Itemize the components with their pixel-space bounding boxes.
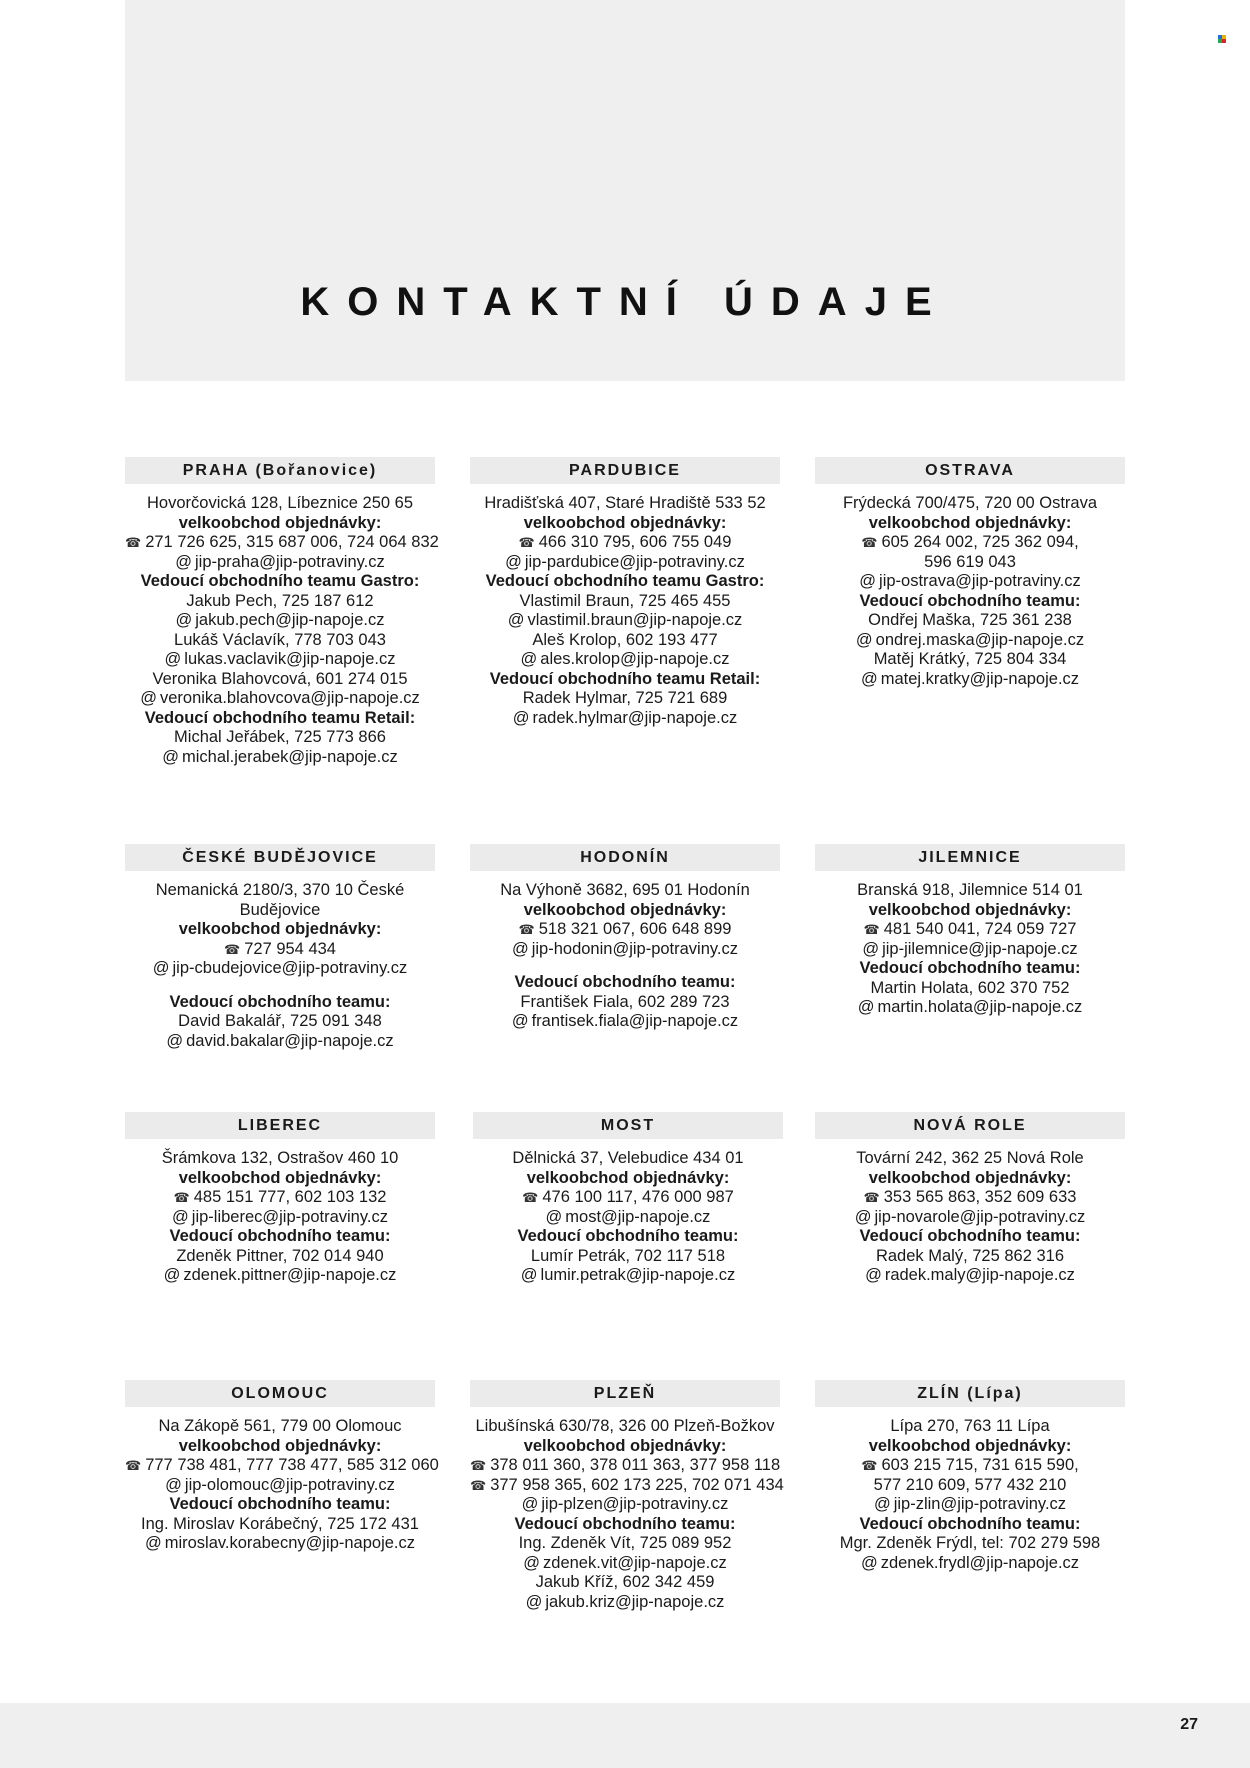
- spacer: [470, 959, 780, 973]
- phone-icon: ☎: [861, 1458, 878, 1473]
- line-text: 481 540 041, 724 059 727: [883, 920, 1077, 938]
- line-text: Frýdecká 700/475, 720 00 Ostrava: [842, 494, 1098, 512]
- line-text: 476 100 117, 476 000 987: [542, 1188, 734, 1206]
- section-label: [125, 1495, 435, 1515]
- line-text: Na Výhoně 3682, 695 01 Hodonín: [500, 881, 750, 899]
- line-text: Michal Jeřábek, 725 773 866: [174, 728, 386, 746]
- email-line: [815, 1495, 1125, 1515]
- section-label: [125, 1227, 435, 1247]
- line-text: Jakub Pech, 725 187 612: [186, 591, 374, 610]
- at-sign-icon: @: [512, 708, 530, 727]
- office-block: [470, 1380, 784, 1612]
- line-text: Vedoucí obchodního teamu:: [169, 1227, 391, 1245]
- line-text: Ing. Miroslav Korábečný, 725 172 431: [141, 1514, 419, 1533]
- line-text: Vedoucí obchodního teamu:: [859, 591, 1081, 610]
- section-label: [815, 592, 1125, 612]
- line-text: 596 619 043: [924, 552, 1016, 571]
- at-sign-icon: @: [523, 1553, 541, 1572]
- line-text: Vedoucí obchodního teamu:: [169, 1495, 391, 1513]
- at-sign-icon: @: [152, 959, 170, 977]
- email-line: [125, 553, 435, 573]
- line-text: Branská 918, Jilemnice 514 01: [857, 881, 1083, 899]
- at-sign-icon: @: [545, 1207, 563, 1226]
- brand-logo-icon: [1218, 35, 1227, 44]
- office-name: PLZEŇ: [470, 1380, 780, 1407]
- line-text: velkoobchod objednávky:: [178, 513, 382, 532]
- office-block: [815, 457, 1125, 689]
- contact-line: [125, 1149, 435, 1169]
- section-label: [815, 1169, 1125, 1189]
- line-text: 777 738 481, 777 738 477, 585 312 060: [145, 1456, 439, 1474]
- section-label: [815, 1227, 1125, 1247]
- email-line: [125, 689, 435, 709]
- email-line: [473, 1208, 783, 1228]
- email-line: [470, 650, 780, 670]
- email-line: [815, 998, 1125, 1018]
- phone-icon: ☎: [861, 535, 878, 550]
- contact-line: [125, 1515, 435, 1535]
- phone-icon: ☎: [470, 1477, 487, 1493]
- contact-line: [815, 1247, 1125, 1267]
- office-block: [125, 1112, 435, 1286]
- at-sign-icon: @: [163, 1266, 181, 1284]
- line-text[interactable]: lumir.petrak@jip-napoje.cz: [540, 1266, 736, 1284]
- page-title: KONTAKTNÍ ÚDAJE: [300, 280, 950, 324]
- at-sign-icon: @: [859, 572, 877, 590]
- line-text[interactable]: jip-jilemnice@jip-napoje.cz: [882, 939, 1078, 958]
- line-text: Ondřej Maška, 725 361 238: [868, 611, 1072, 629]
- line-text: Vedoucí obchodního teamu Retail:: [144, 708, 416, 727]
- at-sign-icon: @: [166, 1031, 184, 1050]
- line-text: 518 321 067, 606 648 899: [538, 920, 732, 938]
- line-text[interactable]: ales.krolop@jip-napoje.cz: [540, 650, 730, 668]
- phone-icon: ☎: [125, 535, 142, 550]
- section-label: [470, 514, 780, 534]
- line-text: 577 210 609, 577 432 210: [873, 1475, 1067, 1494]
- line-text[interactable]: jip-novarole@jip-potraviny.cz: [874, 1207, 1086, 1226]
- line-text: Na Zákopě 561, 779 00 Olomouc: [158, 1417, 402, 1435]
- email-line: [815, 670, 1125, 690]
- section-label: [815, 514, 1125, 534]
- email-line: [815, 572, 1125, 592]
- email-line: [470, 1593, 780, 1613]
- office-block: [125, 457, 439, 767]
- line-text: 377 958 365, 602 173 225, 702 071 434: [490, 1475, 784, 1494]
- line-text: Vedoucí obchodního teamu Retail:: [489, 669, 761, 688]
- phone-line: [815, 1188, 1125, 1208]
- section-label: [815, 959, 1125, 979]
- line-text[interactable]: jip-plzen@jip-potraviny.cz: [541, 1495, 729, 1513]
- line-text[interactable]: jip-hodonin@jip-potraviny.cz: [531, 939, 739, 958]
- office-block: [473, 1112, 783, 1286]
- line-text: Budějovice: [239, 900, 321, 919]
- email-line: [125, 748, 435, 768]
- section-label: [125, 709, 435, 729]
- at-sign-icon: @: [854, 1207, 872, 1226]
- at-sign-icon: @: [855, 630, 873, 649]
- line-text: Nemanická 2180/3, 370 10 České: [155, 881, 405, 899]
- line-text[interactable]: most@jip-napoje.cz: [565, 1207, 711, 1226]
- contact-line: [815, 1534, 1125, 1554]
- line-text: 727 954 434: [244, 939, 336, 958]
- contact-line: [815, 650, 1125, 670]
- line-text: velkoobchod objednávky:: [523, 900, 727, 919]
- line-text: Lípa 270, 763 11 Lípa: [890, 1417, 1050, 1435]
- office-block: [815, 844, 1125, 1018]
- email-line: [125, 1208, 435, 1228]
- phone-line: [470, 1456, 780, 1476]
- line-text: Vedoucí obchodního teamu:: [514, 1514, 736, 1533]
- line-text: velkoobchod objednávky:: [868, 513, 1072, 532]
- line-text: Vedoucí obchodního teamu:: [859, 1514, 1081, 1533]
- line-text[interactable]: lukas.vaclavik@jip-napoje.cz: [184, 650, 396, 668]
- contact-line: [470, 1534, 780, 1554]
- line-text: velkoobchod objednávky:: [523, 513, 727, 532]
- line-text: velkoobchod objednávky:: [868, 1436, 1072, 1455]
- line-text: 271 726 625, 315 687 006, 724 064 832: [145, 533, 439, 551]
- line-text[interactable]: zdenek.pittner@jip-napoje.cz: [183, 1266, 397, 1284]
- at-sign-icon: @: [140, 689, 157, 707]
- section-label: [815, 1515, 1125, 1535]
- email-line: [470, 940, 780, 960]
- line-text: Tovární 242, 362 25 Nová Role: [856, 1149, 1084, 1167]
- office-name: PARDUBICE: [470, 457, 780, 484]
- line-text: Vedoucí obchodního teamu:: [517, 1227, 739, 1245]
- office-block: [125, 1380, 439, 1554]
- section-label: [470, 973, 780, 993]
- section-label: [125, 920, 435, 940]
- contact-line: [470, 1573, 780, 1593]
- line-text[interactable]: jip-pardubice@jip-potraviny.cz: [524, 552, 745, 571]
- at-sign-icon: @: [520, 1266, 538, 1284]
- line-text: Ing. Zdeněk Vít, 725 089 952: [518, 1534, 732, 1552]
- contact-line: [815, 1417, 1125, 1437]
- line-text[interactable]: jakub.pech@jip-napoje.cz: [195, 611, 385, 629]
- line-text[interactable]: jip-zlin@jip-potraviny.cz: [893, 1495, 1067, 1513]
- line-text: 605 264 002, 725 362 094,: [881, 533, 1079, 551]
- contact-line: [470, 631, 780, 651]
- contact-line: [815, 1476, 1125, 1496]
- line-text: Vedoucí obchodního teamu:: [169, 992, 391, 1011]
- email-line: [470, 1554, 780, 1574]
- line-text: Jakub Kříž, 602 342 459: [535, 1573, 715, 1591]
- phone-icon: ☎: [518, 535, 535, 550]
- office-block: [815, 1380, 1125, 1573]
- phone-line: [125, 940, 435, 960]
- office-name: OSTRAVA: [815, 457, 1125, 484]
- line-text: Vedoucí obchodního teamu:: [514, 973, 736, 991]
- contact-line: [815, 979, 1125, 999]
- line-text: velkoobchod objednávky:: [178, 1436, 382, 1455]
- contact-line: [473, 1149, 783, 1169]
- at-sign-icon: @: [511, 1012, 529, 1030]
- line-text: Šrámkova 132, Ostrašov 460 10: [161, 1149, 399, 1167]
- phone-line: [125, 1456, 439, 1476]
- office-block: [470, 457, 780, 728]
- at-sign-icon: @: [860, 669, 878, 688]
- section-label: [815, 901, 1125, 921]
- contact-line: [125, 881, 435, 901]
- page-number: 27: [1180, 1716, 1198, 1733]
- email-line: [815, 1554, 1125, 1574]
- phone-line: [473, 1188, 783, 1208]
- contact-line: [125, 1417, 435, 1437]
- line-text: Lumír Petrák, 702 117 518: [530, 1246, 726, 1265]
- contact-line: [125, 494, 435, 514]
- at-sign-icon: @: [511, 939, 529, 958]
- email-line: [473, 1266, 783, 1286]
- contact-line: [470, 993, 780, 1013]
- email-line: [815, 940, 1125, 960]
- at-sign-icon: @: [525, 1592, 543, 1611]
- line-text[interactable]: radek.maly@jip-napoje.cz: [884, 1266, 1075, 1284]
- phone-line: [815, 533, 1125, 553]
- line-text: Lukáš Václavík, 778 703 043: [174, 630, 386, 649]
- line-text: velkoobchod objednávky:: [178, 920, 382, 938]
- line-text: Vedoucí obchodního teamu:: [859, 1227, 1081, 1245]
- section-label: [125, 514, 435, 534]
- email-line: [470, 1495, 780, 1515]
- line-text[interactable]: vlastimil.braun@jip-napoje.cz: [527, 611, 743, 629]
- phone-line: [815, 1456, 1125, 1476]
- at-sign-icon: @: [505, 552, 522, 571]
- line-text: David Bakalář, 725 091 348: [178, 1012, 382, 1030]
- line-text: Veronika Blahovcová, 601 274 015: [152, 669, 408, 688]
- line-text[interactable]: frantisek.fiala@jip-napoje.cz: [531, 1012, 739, 1030]
- email-line: [470, 611, 780, 631]
- phone-icon: ☎: [470, 1458, 487, 1473]
- line-text[interactable]: jakub.kriz@jip-napoje.cz: [545, 1592, 725, 1611]
- email-line: [470, 1012, 780, 1032]
- office-name: HODONÍN: [470, 844, 780, 871]
- contact-line: [815, 611, 1125, 631]
- line-text: Hovorčovická 128, Líbeznice 250 65: [147, 494, 413, 512]
- line-text[interactable]: david.bakalar@jip-napoje.cz: [186, 1031, 394, 1050]
- contact-line: [470, 881, 780, 901]
- at-sign-icon: @: [521, 1495, 539, 1513]
- contact-line: [125, 631, 435, 651]
- office-name: ČESKÉ BUDĚJOVICE: [125, 844, 435, 871]
- section-label: [470, 1437, 780, 1457]
- title-banner: [125, 0, 1125, 381]
- contact-line: [815, 881, 1125, 901]
- section-label: [470, 670, 780, 690]
- line-text[interactable]: jip-liberec@jip-potraviny.cz: [191, 1207, 388, 1226]
- phone-line: [125, 1188, 435, 1208]
- line-text: velkoobchod objednávky:: [523, 1436, 727, 1455]
- line-text: Libušínská 630/78, 326 00 Plzeň-Božkov: [475, 1417, 775, 1435]
- email-line: [125, 1534, 435, 1554]
- phone-line: [125, 533, 439, 553]
- office-name: OLOMOUC: [125, 1380, 435, 1407]
- contact-line: [473, 1247, 783, 1267]
- line-text: 378 011 360, 378 011 363, 377 958 118: [490, 1456, 781, 1474]
- phone-icon: ☎: [863, 1190, 880, 1205]
- contact-line: [470, 689, 780, 709]
- line-text: velkoobchod objednávky:: [526, 1168, 730, 1187]
- at-sign-icon: @: [860, 1553, 878, 1572]
- line-text[interactable]: miroslav.korabecny@jip-napoje.cz: [164, 1534, 416, 1552]
- at-sign-icon: @: [175, 552, 192, 571]
- email-line: [815, 1208, 1125, 1228]
- footer-bar: [0, 1703, 1250, 1768]
- line-text[interactable]: michal.jerabek@jip-napoje.cz: [181, 747, 398, 766]
- line-text[interactable]: veronika.blahovcova@jip-napoje.cz: [159, 689, 420, 707]
- office-name: ZLÍN (Lípa): [815, 1380, 1125, 1407]
- line-text[interactable]: matej.kratky@jip-napoje.cz: [880, 669, 1080, 688]
- email-line: [470, 553, 780, 573]
- spacer: [125, 979, 435, 993]
- contact-line: [815, 553, 1125, 573]
- at-sign-icon: @: [175, 611, 193, 629]
- email-line: [125, 959, 435, 979]
- contact-line: [125, 1247, 435, 1267]
- office-block: [125, 844, 435, 1051]
- phone-line: [815, 920, 1125, 940]
- section-label: [125, 1169, 435, 1189]
- section-label: [470, 901, 780, 921]
- line-text[interactable]: radek.hylmar@jip-napoje.cz: [532, 708, 738, 727]
- contact-line: [470, 592, 780, 612]
- at-sign-icon: @: [873, 1495, 891, 1513]
- at-sign-icon: @: [857, 998, 875, 1016]
- phone-icon: ☎: [224, 941, 241, 957]
- office-name: PRAHA (Bořanovice): [125, 457, 435, 484]
- phone-line: [470, 1475, 784, 1496]
- line-text[interactable]: ondrej.maska@jip-napoje.cz: [875, 630, 1085, 649]
- line-text[interactable]: martin.holata@jip-napoje.cz: [877, 998, 1083, 1016]
- phone-icon: ☎: [518, 922, 535, 937]
- section-label: [470, 572, 780, 592]
- at-sign-icon: @: [162, 747, 179, 766]
- section-label: [125, 993, 435, 1013]
- contact-line: [815, 1149, 1125, 1169]
- line-text: Vedoucí obchodního teamu Gastro:: [140, 572, 420, 590]
- phone-icon: ☎: [173, 1190, 190, 1205]
- office-name: LIBEREC: [125, 1112, 435, 1139]
- at-sign-icon: @: [862, 939, 880, 958]
- phone-icon: ☎: [863, 922, 880, 937]
- contact-line: [125, 1012, 435, 1032]
- line-text: Vedoucí obchodního teamu:: [859, 959, 1081, 977]
- line-text: Vlastimil Braun, 725 465 455: [519, 591, 731, 610]
- line-text[interactable]: jip-ostrava@jip-potraviny.cz: [879, 572, 1081, 590]
- section-label: [473, 1227, 783, 1247]
- line-text: František Fiala, 602 289 723: [520, 992, 730, 1011]
- line-text: 603 215 715, 731 615 590,: [881, 1456, 1079, 1474]
- office-block: [470, 844, 780, 1032]
- line-text: Mgr. Zdeněk Frýdl, tel: 702 279 598: [839, 1534, 1101, 1552]
- contact-line: [470, 494, 780, 514]
- line-text[interactable]: jip-olomouc@jip-potraviny.cz: [184, 1475, 395, 1494]
- email-line: [125, 1032, 435, 1052]
- line-text: 466 310 795, 606 755 049: [538, 533, 732, 551]
- at-sign-icon: @: [520, 650, 538, 668]
- line-text: Dělnická 37, Velebudice 434 01: [512, 1149, 744, 1167]
- line-text: Hradišťská 407, Staré Hradiště 533 52: [484, 494, 766, 512]
- at-sign-icon: @: [164, 650, 182, 668]
- email-line: [470, 709, 780, 729]
- line-text: Radek Hylmar, 725 721 689: [522, 689, 728, 707]
- at-sign-icon: @: [172, 1207, 189, 1226]
- section-label: [125, 1437, 435, 1457]
- contact-line: [125, 592, 435, 612]
- line-text: velkoobchod objednávky:: [868, 1168, 1072, 1187]
- line-text: 353 565 863, 352 609 633: [883, 1188, 1077, 1206]
- contact-line: [125, 901, 435, 921]
- line-text: Martin Holata, 602 370 752: [870, 978, 1070, 997]
- line-text: Zdeněk Pittner, 702 014 940: [176, 1246, 384, 1265]
- email-line: [125, 611, 435, 631]
- line-text[interactable]: jip-praha@jip-potraviny.cz: [194, 552, 385, 571]
- phone-line: [470, 920, 780, 940]
- email-line: [125, 1266, 435, 1286]
- section-label: [815, 1437, 1125, 1457]
- phone-icon: ☎: [522, 1190, 539, 1205]
- contact-line: [470, 1417, 780, 1437]
- contact-line: [815, 494, 1125, 514]
- phone-line: [470, 533, 780, 553]
- section-label: [125, 572, 435, 592]
- office-name: JILEMNICE: [815, 844, 1125, 871]
- contact-line: [125, 670, 435, 690]
- phone-icon: ☎: [125, 1458, 142, 1473]
- email-line: [815, 631, 1125, 651]
- line-text: velkoobchod objednávky:: [178, 1168, 382, 1187]
- line-text: Matěj Krátký, 725 804 334: [873, 650, 1067, 668]
- line-text: Radek Malý, 725 862 316: [875, 1246, 1065, 1265]
- office-block: [815, 1112, 1125, 1286]
- section-label: [473, 1169, 783, 1189]
- office-name: NOVÁ ROLE: [815, 1112, 1125, 1139]
- email-line: [125, 650, 435, 670]
- email-line: [125, 1476, 435, 1496]
- at-sign-icon: @: [165, 1475, 182, 1494]
- line-text: velkoobchod objednávky:: [868, 900, 1072, 919]
- line-text: Vedoucí obchodního teamu Gastro:: [485, 572, 765, 590]
- line-text: Aleš Krolop, 602 193 477: [532, 630, 718, 649]
- line-text: 485 151 777, 602 103 132: [193, 1188, 387, 1206]
- at-sign-icon: @: [507, 611, 525, 629]
- at-sign-icon: @: [144, 1534, 162, 1552]
- line-text[interactable]: zdenek.vit@jip-napoje.cz: [543, 1553, 727, 1572]
- line-text[interactable]: jip-cbudejovice@jip-potraviny.cz: [172, 959, 408, 977]
- line-text[interactable]: zdenek.frydl@jip-napoje.cz: [880, 1553, 1080, 1572]
- office-name: MOST: [473, 1112, 783, 1139]
- section-label: [470, 1515, 780, 1535]
- email-line: [815, 1266, 1125, 1286]
- at-sign-icon: @: [865, 1266, 882, 1284]
- contact-line: [125, 728, 435, 748]
